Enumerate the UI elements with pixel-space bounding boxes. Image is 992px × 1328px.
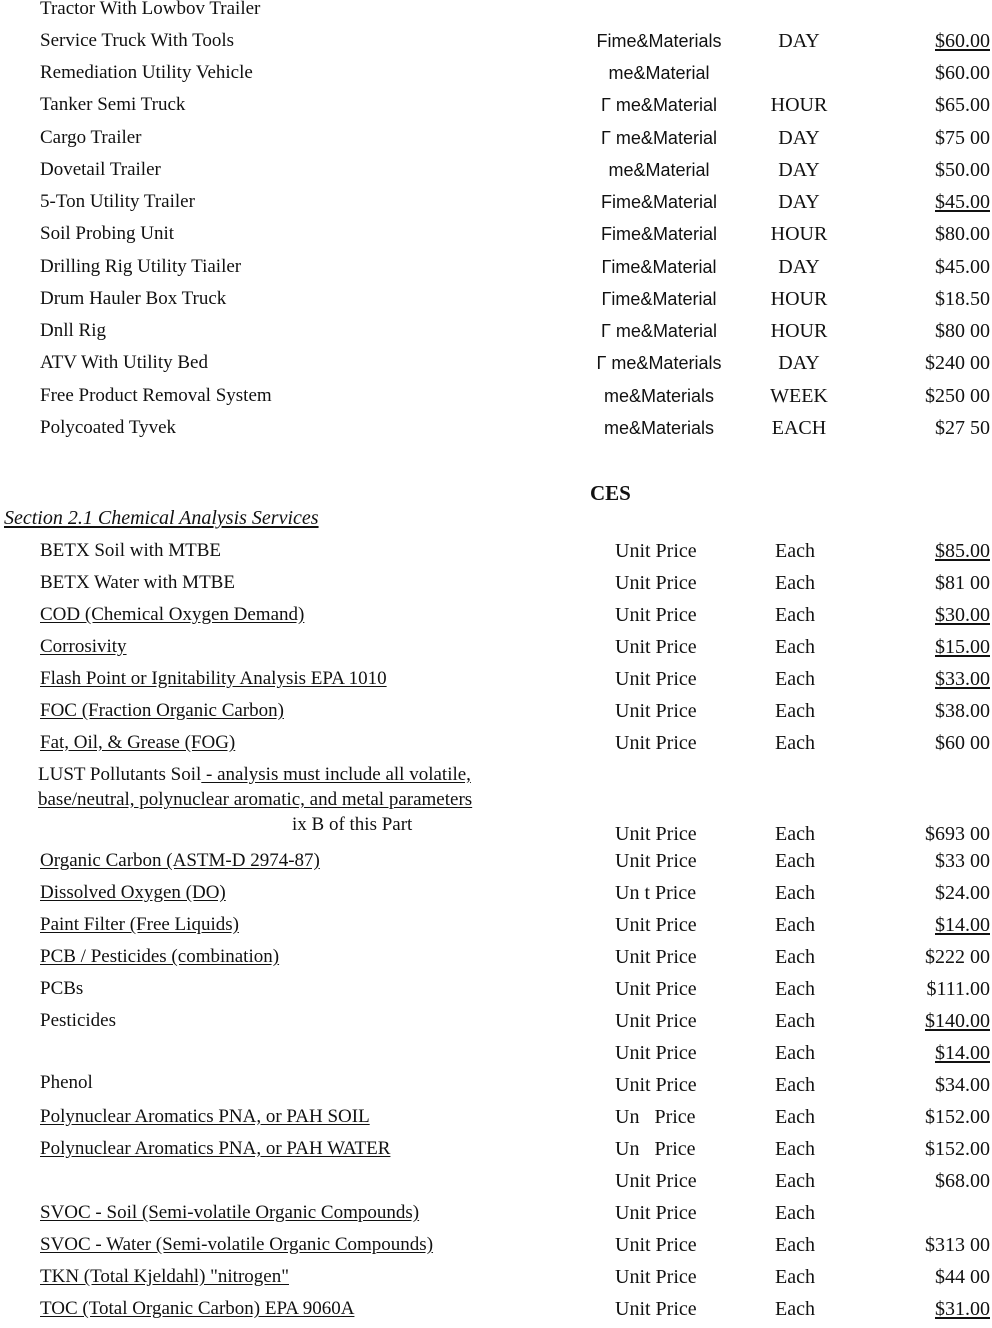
item-name: Service Truck With Tools xyxy=(40,30,235,51)
rate-price: $33.00 xyxy=(935,668,990,690)
rate-unit: Each xyxy=(775,1042,815,1064)
rate-type: Fime&Materials xyxy=(596,31,722,51)
rate-unit: HOUR xyxy=(770,223,828,245)
rate-type: Unit Price xyxy=(615,700,697,722)
table-row xyxy=(0,1266,992,1296)
table-row xyxy=(0,288,992,318)
table-row xyxy=(0,223,992,253)
table-row xyxy=(0,668,992,698)
rate-unit: WEEK xyxy=(770,385,828,407)
table-row xyxy=(0,823,992,853)
table-row xyxy=(0,978,992,1008)
rate-unit: Each xyxy=(775,604,815,626)
rate-price: $50.00 xyxy=(935,159,990,181)
rate-unit: DAY xyxy=(778,256,820,278)
table-row xyxy=(0,352,992,382)
rate-price: $15.00 xyxy=(935,636,990,658)
item-name: BETX Water with MTBE xyxy=(40,572,235,593)
table-row xyxy=(0,256,992,286)
rate-unit: Each xyxy=(775,572,815,594)
rate-type: Fime&Material xyxy=(600,224,718,244)
item-name: SVOC - Soil (Semi-volatile Organic Compounds) xyxy=(40,1202,420,1223)
rate-type: Unit Price xyxy=(615,914,697,936)
ces-heading: CES xyxy=(590,481,631,505)
item-name: Dovetail Trailer xyxy=(40,159,161,180)
table-row xyxy=(0,1074,992,1104)
rate-price: $34.00 xyxy=(935,1074,990,1096)
rate-type: Γ me&Material xyxy=(601,128,717,148)
item-name: Fat, Oil, & Grease (FOG) xyxy=(40,732,236,753)
rate-price: $75 00 xyxy=(935,127,990,149)
table-row xyxy=(0,882,992,912)
rate-unit: Each xyxy=(775,668,815,690)
item-name: Tanker Semi Truck xyxy=(40,94,186,115)
rate-price: $693 00 xyxy=(925,823,990,845)
rate-type: Unit Price xyxy=(615,668,697,690)
rate-type: me&Material xyxy=(608,160,710,180)
rate-unit: Each xyxy=(775,850,815,872)
rate-type: Fime&Material xyxy=(600,192,718,212)
rate-price: $14.00 xyxy=(935,1042,990,1064)
table-row xyxy=(0,1106,992,1136)
table-row xyxy=(0,417,992,447)
rate-unit: Each xyxy=(775,823,815,845)
rate-price: $60 00 xyxy=(935,732,990,754)
item-name: PCB / Pesticides (combination) xyxy=(40,946,280,967)
rate-type: Un t Price xyxy=(615,882,697,904)
rate-price: $14.00 xyxy=(935,914,990,936)
rate-unit: DAY xyxy=(778,159,820,181)
item-name: BETX Soil with MTBE xyxy=(40,540,222,561)
rate-price: $45.00 xyxy=(935,256,990,278)
table-row xyxy=(0,1202,992,1232)
table-row xyxy=(0,94,992,124)
rate-unit: Each xyxy=(775,540,815,562)
rate-price: $38.00 xyxy=(935,700,990,722)
rate-type: Unit Price xyxy=(615,1042,697,1064)
item-name: SVOC - Water (Semi-volatile Organic Compounds) xyxy=(40,1234,434,1255)
rate-unit: Each xyxy=(775,1266,815,1288)
table-row xyxy=(0,1042,992,1072)
item-name: Paint Filter (Free Liquids) xyxy=(40,914,239,935)
item-name: Dissolved Oxygen (DO) xyxy=(40,882,226,903)
rate-type: Unit Price xyxy=(615,636,697,658)
rate-price: $18.50 xyxy=(935,288,990,310)
rate-type: Unit Price xyxy=(615,1202,697,1224)
rate-price: $24.00 xyxy=(935,882,990,904)
rate-unit: Each xyxy=(775,914,815,936)
rate-type: Unit Price xyxy=(615,978,697,1000)
rate-unit: Each xyxy=(775,636,815,658)
table-row xyxy=(0,1138,992,1168)
rate-price: $152.00 xyxy=(925,1138,990,1160)
rate-price: $60.00 xyxy=(935,62,990,84)
item-name: FOC (Fraction Organic Carbon) xyxy=(40,700,284,721)
rate-price: $33 00 xyxy=(935,850,990,872)
rate-unit: Each xyxy=(775,1234,815,1256)
rate-type: me&Materials xyxy=(603,418,715,438)
rate-type: Γime&Material xyxy=(601,289,717,309)
table-row xyxy=(0,732,992,762)
rate-unit: EACH xyxy=(771,417,827,439)
item-name: Flash Point or Ignitability Analysis EPA 1010 xyxy=(40,668,387,689)
rate-type: Unit Price xyxy=(615,1010,697,1032)
rate-unit: DAY xyxy=(778,352,820,374)
table-row xyxy=(0,62,992,92)
rate-price: $140.00 xyxy=(925,1010,990,1032)
rate-type: Unit Price xyxy=(615,1170,697,1192)
item-name: Soil Probing Unit xyxy=(40,223,175,244)
rate-price: $60.00 xyxy=(935,30,990,52)
rate-unit: Each xyxy=(775,882,815,904)
item-name: ATV With Utility Bed xyxy=(40,352,208,373)
rate-unit: Each xyxy=(775,946,815,968)
rate-type: me&Materials xyxy=(603,386,715,406)
item-name: Polynuclear Aromatics PNA, or PAH SOIL xyxy=(40,1106,370,1127)
item-name: Phenol xyxy=(40,1072,93,1093)
rate-type: Γ me&Materials xyxy=(596,353,722,373)
item-name: 5-Ton Utility Trailer xyxy=(40,191,195,212)
rate-type: Unit Price xyxy=(615,732,697,754)
table-row xyxy=(0,191,992,221)
table-row xyxy=(0,159,992,189)
table-row xyxy=(0,1234,992,1264)
rate-type: Unit Price xyxy=(615,823,697,845)
item-name: Tractor With Lowbov Trailer xyxy=(40,0,261,19)
rate-unit: DAY xyxy=(778,127,820,149)
lust-line-1-rest: - analysis must include all volatile, xyxy=(201,764,471,785)
item-name: Cargo Trailer xyxy=(40,127,142,148)
rate-price: $313 00 xyxy=(925,1234,990,1256)
table-row xyxy=(0,0,992,28)
rate-type: Unit Price xyxy=(615,572,697,594)
table-row xyxy=(0,946,992,976)
table-row xyxy=(0,700,992,730)
rate-unit: Each xyxy=(775,1074,815,1096)
rate-unit: Each xyxy=(775,978,815,1000)
item-name: Organic Carbon (ASTM-D 2974-87) xyxy=(40,850,320,871)
rate-type: Γ me&Material xyxy=(601,321,717,341)
table-row xyxy=(0,320,992,350)
rate-type: Un Price xyxy=(615,1106,696,1128)
rate-price: $45.00 xyxy=(935,191,990,213)
rate-unit: DAY xyxy=(778,30,820,52)
rate-price: $250 00 xyxy=(925,385,990,407)
rate-unit: Each xyxy=(775,1010,815,1032)
item-name: Drum Hauler Box Truck xyxy=(40,288,227,309)
rate-unit: HOUR xyxy=(770,288,828,310)
rate-price: $27 50 xyxy=(935,417,990,439)
rate-unit: Each xyxy=(775,700,815,722)
rate-price: $222 00 xyxy=(925,946,990,968)
rate-type: Γime&Material xyxy=(601,257,717,277)
table-row xyxy=(0,30,992,60)
item-name: Polynuclear Aromatics PNA, or PAH WATER xyxy=(40,1138,391,1159)
section-title: Section 2.1 Chemical Analysis Services xyxy=(4,507,319,529)
rate-unit: Each xyxy=(775,1138,815,1160)
rate-type: me&Material xyxy=(608,63,710,83)
rate-type: Unit Price xyxy=(615,540,697,562)
rate-price: $111.00 xyxy=(926,978,990,1000)
item-name: Pesticides xyxy=(40,1010,116,1031)
rate-price: $240 00 xyxy=(925,352,990,374)
item-name: Remediation Utility Vehicle xyxy=(40,62,253,83)
rate-type: Unit Price xyxy=(615,604,697,626)
rate-type: Unit Price xyxy=(615,850,697,872)
rate-unit: HOUR xyxy=(770,94,828,116)
item-name: TKN (Total Kjeldahl) "nitrogen" xyxy=(40,1266,289,1287)
lust-line-2: base/neutral, polynuclear aromatic, and metal parameters xyxy=(38,789,473,810)
table-row xyxy=(0,850,992,880)
rate-unit: Each xyxy=(775,1202,815,1224)
rate-price: $68.00 xyxy=(935,1170,990,1192)
rate-price: $31.00 xyxy=(935,1298,990,1320)
item-name: TOC (Total Organic Carbon) EPA 9060A xyxy=(40,1298,355,1319)
rate-price: $85.00 xyxy=(935,540,990,562)
rate-price: $152.00 xyxy=(925,1106,990,1128)
table-row xyxy=(0,127,992,157)
item-name: PCBs xyxy=(40,978,84,999)
lust-line-1-plain: LUST Pollutants Soil xyxy=(38,764,202,785)
item-name: Free Product Removal System xyxy=(40,385,272,406)
rate-unit: Each xyxy=(775,1106,815,1128)
table-row xyxy=(0,604,992,634)
table-row xyxy=(0,1010,992,1040)
rate-price: $30.00 xyxy=(935,604,990,626)
item-name: Polycoated Tyvek xyxy=(40,417,177,438)
table-row xyxy=(0,914,992,944)
rate-price: $80 00 xyxy=(935,320,990,342)
table-row xyxy=(0,540,992,570)
rate-unit: Each xyxy=(775,732,815,754)
item-name: Dnll Rig xyxy=(40,320,106,341)
rate-price: $81 00 xyxy=(935,572,990,594)
rate-unit: HOUR xyxy=(770,320,828,342)
table-row xyxy=(0,636,992,666)
rate-price: $65.00 xyxy=(935,94,990,116)
rate-price: $80.00 xyxy=(935,223,990,245)
rate-type: Unit Price xyxy=(615,1298,697,1320)
rate-unit: Each xyxy=(775,1298,815,1320)
item-name: Corrosivity xyxy=(40,636,127,657)
table-row xyxy=(0,385,992,415)
rate-type: Unit Price xyxy=(615,1074,697,1096)
rate-type: Unit Price xyxy=(615,1266,697,1288)
rate-type: Unit Price xyxy=(615,1234,697,1256)
lust-line-1 xyxy=(38,764,471,786)
rate-unit: Each xyxy=(775,1170,815,1192)
rate-type: Un Price xyxy=(615,1138,696,1160)
table-row xyxy=(0,1298,992,1328)
item-name: COD (Chemical Oxygen Demand) xyxy=(40,604,305,625)
item-name: Drilling Rig Utility Tiailer xyxy=(40,256,242,277)
rate-type: Unit Price xyxy=(615,946,697,968)
rate-price: $44 00 xyxy=(935,1266,990,1288)
rate-type: Γ me&Material xyxy=(601,95,717,115)
lust-line-3: ix B of this Part xyxy=(292,814,413,835)
table-row xyxy=(0,1170,992,1200)
table-row xyxy=(0,572,992,602)
rate-unit: DAY xyxy=(778,191,820,213)
